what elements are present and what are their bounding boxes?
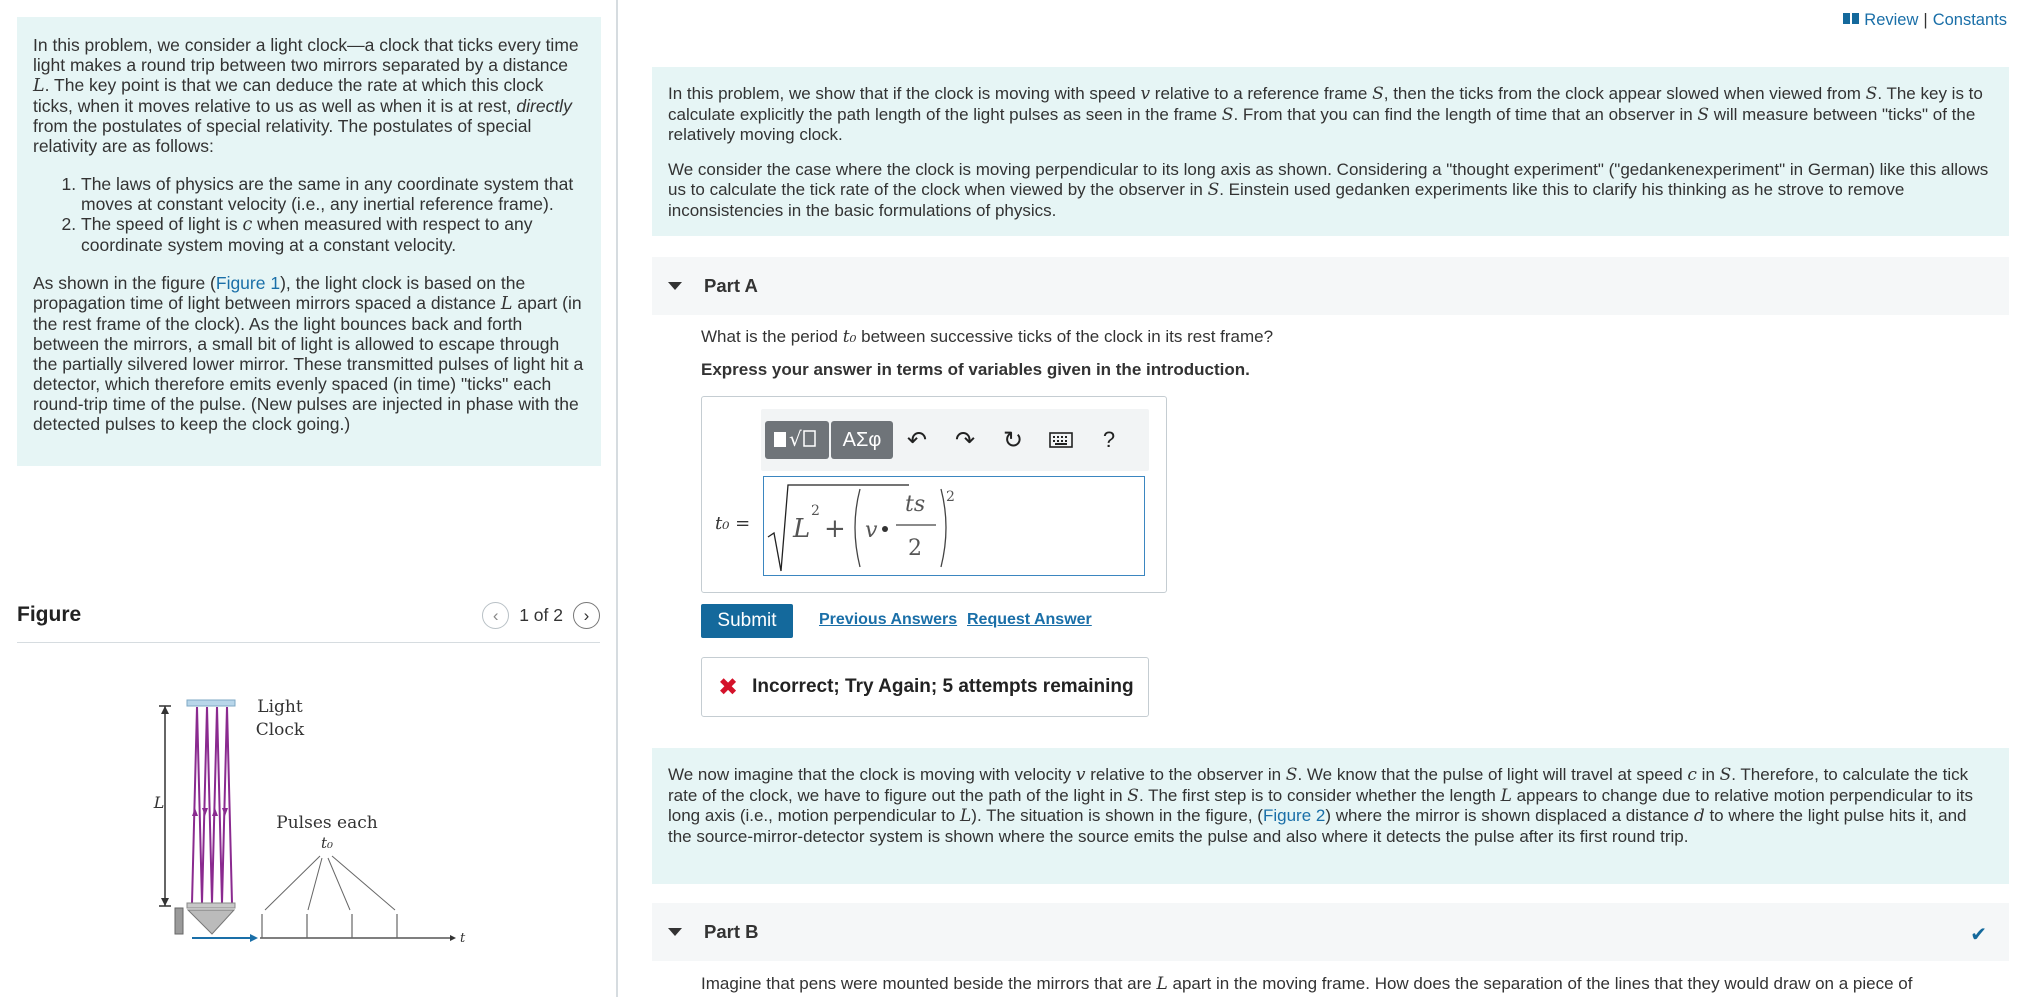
info-2-paragraph [668,765,1993,847]
arrow-up-icon [161,706,169,714]
right-panel [618,0,2025,997]
review-constants [1843,11,2007,30]
var-S: S [1221,104,1234,125]
chevron-right-icon: › [583,605,590,625]
expr-denominator: 2 [908,536,922,561]
var-v: v [1075,765,1086,785]
expr-plus: + [824,514,846,544]
request-answer-link[interactable]: Request Answer [967,611,1092,628]
left-panel [0,0,616,997]
pager-text: 1 of 2 [519,605,563,625]
prev-figure-button[interactable] [482,602,509,629]
part-b-header[interactable] [652,903,2009,961]
var-S: S [1697,104,1710,125]
text: relative to the observer in [1085,765,1286,784]
var-S: S [1127,785,1139,806]
light-clock-figure [150,698,480,948]
text: . We know that the pulse of light will travel at speed [1297,765,1688,784]
checkmark-icon: ✔ [1970,924,1987,946]
top-mirror [187,700,235,706]
var-S: S [1719,765,1732,785]
text: In this problem, we consider a light clock—a clock that ticks every time light makes a round trip between two mirrors separated by a distance [33,35,579,75]
text: when measured with respect to any coordinate system moving at a constant velocity. [81,214,533,255]
figure-pager [482,602,600,629]
postulates-list [33,174,585,255]
expr-numerator: ts [905,492,926,517]
info-1-paragraph-2 [668,160,1993,222]
text: . The key point is that we can deduce the rate at which this clock ticks, when it moves relative to us as well as when it is at rest, [33,75,544,116]
var-v: v [1140,84,1151,104]
intro-panel [17,17,601,466]
constants-link[interactable]: Constants [1932,11,2007,29]
feedback-box [701,657,1149,717]
var-t0: t₀ [842,327,857,347]
text: . The key is to calculate explicitly the path length of the light pulses as seen in the frame [668,84,1983,124]
text: between successive ticks of the clock in its rest frame? [856,327,1274,346]
var-L: L [33,76,45,96]
math-expression [764,477,1144,575]
undo-icon[interactable]: ↶ [906,426,928,454]
pulse-pointers [265,856,395,910]
var-L: L [500,294,513,314]
text: . Therefore, to calculate the tick rate of the clock, we have to figure out the path of the light in [668,765,1969,805]
part-a-instruction: Express your answer in terms of variables given in the introduction. [701,360,1250,379]
templates-icon [771,422,823,458]
previous-answers-link[interactable]: Previous Answers [819,611,958,628]
text: In this problem, we show that if the clock is moving with speed [668,84,1141,103]
arrow-down-icon [161,898,169,906]
redo-icon[interactable]: ↷ [954,426,976,454]
label-light: Light [257,698,303,717]
text: to where the light pulse hits it, and the source-mirror-detector system is shown where the source emits the pulse and also where it detects the pulse after its first round trip. [668,806,1967,846]
feedback-message: Incorrect; Try Again; 5 attempts remaining [752,676,1134,697]
pulses [262,914,397,938]
label-pulses-each: Pulses each [276,813,378,833]
info-panel-1 [652,67,2009,236]
figure-title: Figure [17,603,82,626]
axis-arrow-icon [450,935,456,941]
greek-symbols-button[interactable]: ΑΣφ [831,421,893,459]
answer-lhs: t₀ = [715,513,751,534]
detector [188,910,234,934]
text: . From that you can find the length of time that an observer in [1233,104,1698,124]
text: ), the light clock is based on the propagation time of light between mirrors spaced a distance [33,273,526,313]
text: What is the period [701,327,843,346]
label-t: t [460,931,466,946]
part-b-label: Part B [704,921,759,942]
var-L: L [1500,785,1512,806]
caret-down-icon [668,282,682,290]
svg-text:√: √ [789,427,802,451]
dot-operator [882,526,888,532]
text: appears to change due to relative motion perpendicular to its long axis (i.e., motion perpendicular to [668,785,1974,825]
templates-button[interactable] [765,421,829,459]
text: in [1696,765,1720,784]
text: ) where the mirror is shown displaced a distance [1325,806,1694,825]
var-d: d [1693,806,1705,826]
text: We consider the case where the clock is moving perpendicular to its long axis as shown. Considering a "thought experiment" ("gedankenexperiment" in German) like this allows us to calculate the tick rate of the clock when viewed by the observer in [668,159,1989,199]
expr-outer-square: 2 [946,489,955,505]
info-panel-2 [652,748,2009,884]
next-figure-button[interactable] [573,602,600,629]
text: from the postulates of special relativity. The postulates of special relativity are as follows: [33,116,532,156]
info-1-paragraph-1 [668,84,1993,146]
part-a-label: Part A [704,275,758,296]
text: . Einstein used gedanken experiments like this to clarify his thinking as he strove to remove inconsistencies in the basic formulations of physics. [668,180,1905,220]
text-directly: directly [516,96,572,116]
figure-1-link[interactable]: Figure 1 [215,273,281,293]
var-L: L [960,806,972,826]
text: will measure between "ticks" of the relatively moving clock. [668,104,1976,144]
answer-input[interactable] [763,476,1145,576]
arrow-right-icon [250,934,258,942]
figure-2-link[interactable]: Figure 2 [1262,806,1326,825]
submit-button[interactable]: Submit [701,604,793,638]
var-S: S [1285,765,1298,785]
light-source [175,908,183,934]
var-c: c [242,215,253,235]
var-S: S [1207,180,1220,200]
answer-box [701,396,1167,593]
intro-paragraph-2 [33,273,585,434]
label-L: L [153,793,165,812]
part-a-question [701,327,1273,347]
reset-icon[interactable]: ↻ [1002,426,1024,454]
review-link[interactable]: Review [1864,11,1919,29]
postulate-2 [81,214,585,255]
help-button[interactable]: ? [1102,427,1116,452]
text: relative to a reference frame [1150,84,1373,103]
text: Imagine that pens were mounted beside the mirrors that are [701,974,1157,993]
var-L: L [1156,974,1168,994]
postulate-1: 1. The laws of physics are the same in any coordinate system that moves at constant velocity (i.e., any inertial reference frame). [81,174,585,214]
text: . The first step is to consider whether the length [1138,785,1501,805]
var-S: S [1372,84,1384,104]
paren-left [855,489,860,567]
text: apart in the moving frame. How does the separation of the lines that they would draw on a piece of [1167,974,1913,993]
text: ). The situation is shown in the figure, ( [971,806,1263,825]
math-toolbar [761,409,1149,471]
text: We now imagine that the clock is moving with velocity [668,765,1076,784]
expr-L: L [793,514,811,544]
figure-header [17,598,600,643]
book-icon [1843,11,1859,30]
part-b-question [701,974,1912,994]
keyboard-icon[interactable] [1037,432,1085,448]
expr-square: 2 [811,503,820,519]
label-clock: Clock [255,720,305,740]
label-t0: t₀ [320,834,334,852]
text: , then the ticks from the clock appear slowed when viewed from [1383,84,1866,103]
light-clock-diagram [150,698,480,948]
expr-v: v [865,518,878,543]
part-a-header[interactable] [652,257,2009,315]
text: As shown in the figure ( [33,273,216,293]
bottom-mirror [187,903,235,908]
caret-down-icon [668,928,682,936]
error-x-icon: ✖ [718,673,739,701]
separator: | [1923,11,1928,29]
light-rays [192,707,232,903]
var-c: c [1687,765,1697,785]
var-S: S [1865,84,1878,104]
text: The speed of light is [81,214,243,234]
chevron-left-icon: ‹ [492,605,499,625]
text: apart (in the rest frame of the clock). As the light bounces back and forth between the mirrors, a small bit of light is allowed to escape through the partially silvered lower mirror. These transmitted pulses of light hit a detector, which therefore emits evenly spaced (in time) "ticks" each round-trip time of the pulse. (New pulses are injected in phase with the detected pulses to keep the clock going.) [33,293,584,434]
intro-paragraph-1 [33,35,585,156]
